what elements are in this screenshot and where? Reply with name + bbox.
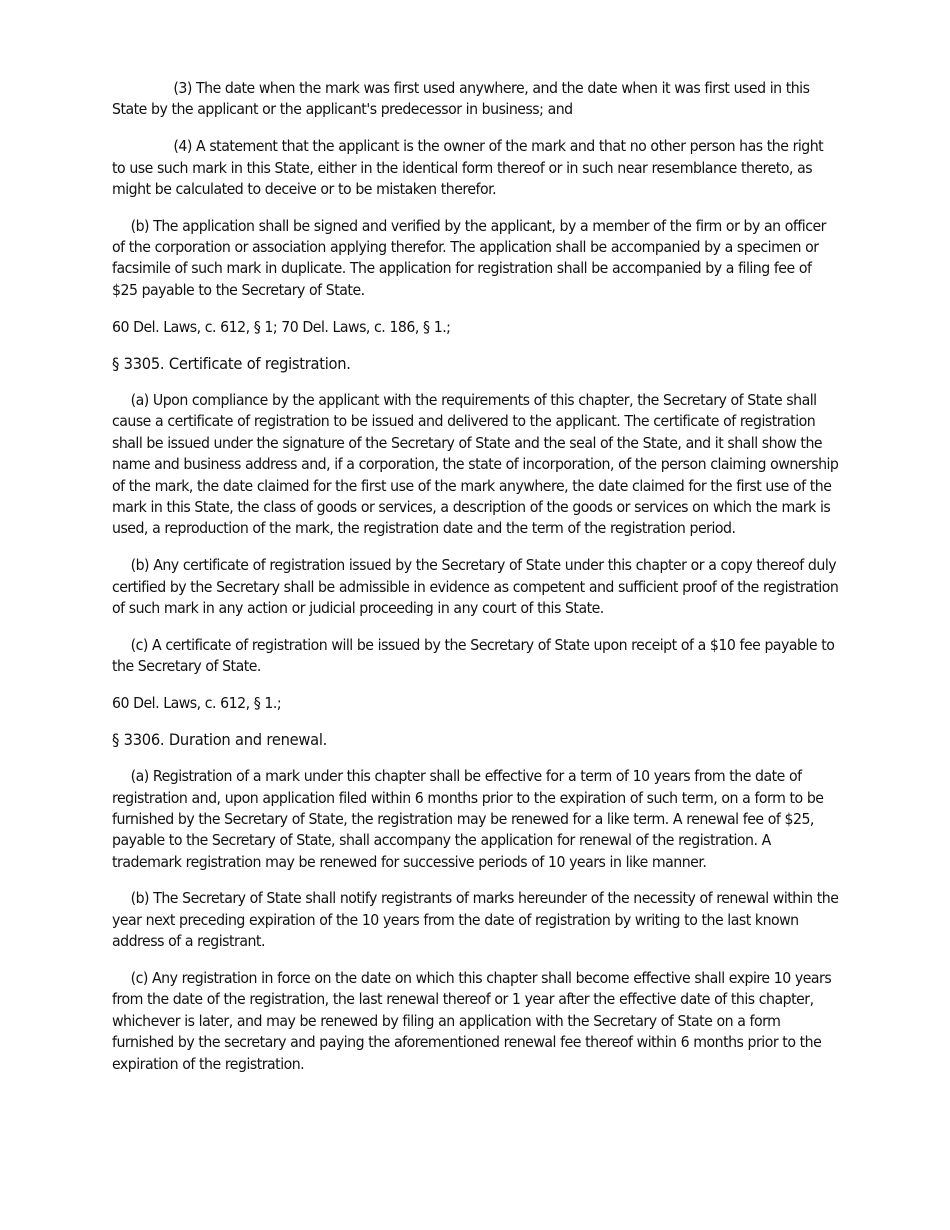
paragraph-3306-a: (a) Registration of a mark under this chapter shall be effective for a term of 10 years from the date of registration and, upon application filed within 6 months prior to the expiration of such term, on a form to be furnished by the Secretary of State, the registration may be renewed for a like term. A renewal fee of $25, payable to the Secretary of State, shall accompany the application for renewal of the registration. A trademark registration may be renewed for successive periods of 10 years in like manner.: [112, 767, 824, 871]
paragraph-3305-c: (c) A certificate of registration will be issued by the Secretary of State upon receipt of a $10 fee payable to the Secretary of State.: [112, 635, 835, 676]
paragraph-3306-c: (c) Any registration in force on the date on which this chapter shall become effective shall expire 10 years from the date of the registration, the last renewal thereof or 1 year after the effective date of this chapter, whichever is later, and may be renewed by filing an application with the Secretary of State on a form furnished by the secretary and paying the aforementioned renewal fee thereof within 6 months prior to the expiration of the registration.: [112, 968, 832, 1073]
paragraph-3305-b: (b) Any certificate of registration issued by the Secretary of State under this chapter or a copy thereof duly certified by the Secretary shall be admissible in evidence as competent and sufficient proof of the registration of such mark in any action or judicial proceeding in any court of this State.: [112, 556, 839, 617]
citation-3305: 60 Del. Laws, c. 612, § 1.;: [112, 693, 282, 712]
paragraph-subsection-4: (4) A statement that the applicant is the owner of the mark and that no other person has the right to use such mark in this State, either in the identical form thereof or in such near resemblance thereto, as might be calculated to deceive or to be mistaken therefor.: [112, 137, 824, 198]
document-page: [112, 78, 840, 1090]
section-heading-3306: § 3306. Duration and renewal.: [112, 730, 328, 750]
paragraph-3305-a: (a) Upon compliance by the applicant with the requirements of this chapter, the Secretary of State shall cause a certificate of registration to be issued and delivered to the applicant. The certificate of registration shall be issued under the signature of the Secretary of State and the seal of the State, and it shall show the name and business address and, if a corporation, the state of incorporation, of the person claiming ownership of the mark, the date claimed for the first use of the mark anywhere, the date claimed for the first use of the mark in this State, the class of goods or services, a description of the goods or services on which the mark is used, a reproduction of the mark, the registration date and the term of the registration period.: [112, 390, 839, 538]
citation-3304: 60 Del. Laws, c. 612, § 1; 70 Del. Laws, c. 186, § 1.;: [112, 317, 451, 336]
paragraph-subsection-3: (3) The date when the mark was first used anywhere, and the date when it was first used in this State by the applicant or the applicant's predecessor in business; and: [112, 79, 810, 119]
paragraph-3304-b: (b) The application shall be signed and verified by the applicant, by a member of the firm or by an officer of the corporation or association applying therefor. The application shall be accompanied by a specimen or facsimile of such mark in duplicate. The application for registration shall be accompanied by a filing fee of $25 payable to the Secretary of State.: [112, 216, 826, 299]
section-heading-3305: § 3305. Certificate of registration.: [112, 354, 351, 374]
paragraph-3306-b: (b) The Secretary of State shall notify registrants of marks hereunder of the necessity of renewal within the year next preceding expiration of the 10 years from the date of registration by writing to the last known address of a registrant.: [112, 889, 839, 951]
